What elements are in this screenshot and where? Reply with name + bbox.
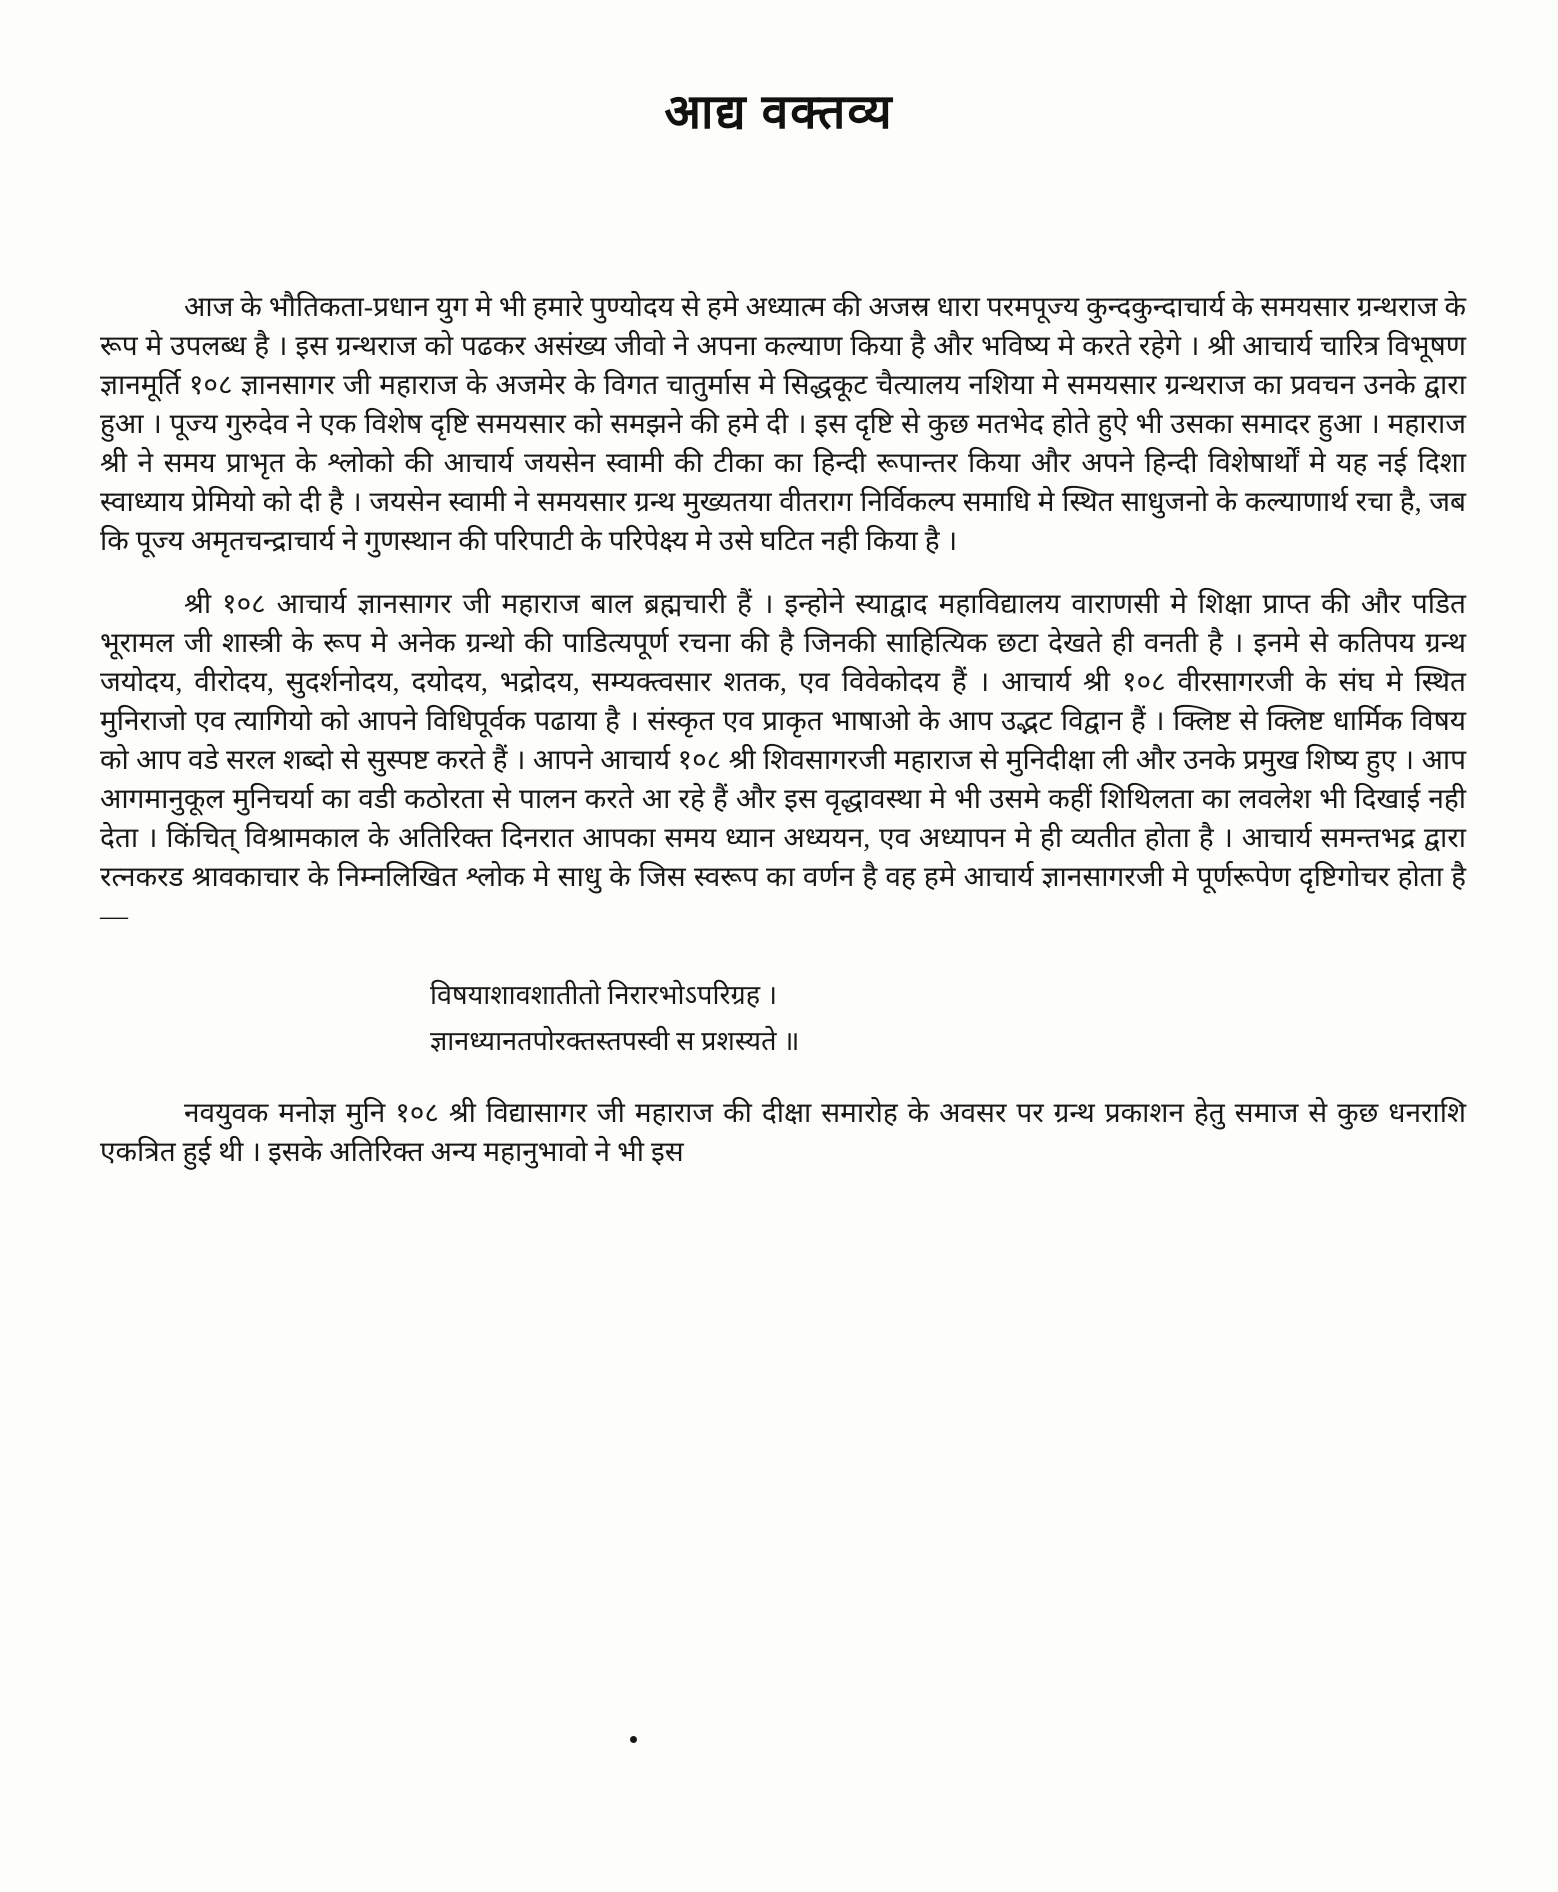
verse-line-2: ज्ञानध्यानतपोरक्तस्तपस्वी स प्रशस्यते ॥ <box>430 1026 800 1056</box>
paragraph-closing: नवयुवक मनोज्ञ मुनि १०८ श्री विद्यासागर जी महाराज की दीक्षा समारोह के अवसर पर ग्रन्थ प्रकाशन हेतु समाज से कुछ धनराशि एकत्रित हुई थी । इसके अतिरिक्त अन्य महानुभावो ने भी इस <box>100 1098 1466 1168</box>
page-body-text <box>100 288 1466 1196</box>
ink-dot-artifact <box>630 1736 637 1743</box>
paragraph-acharya-biography: श्री १०८ आचार्य ज्ञानसागर जी महाराज बाल ब्रह्मचारी हैं । इन्होने स्याद्वाद महाविद्यालय वाराणसी मे शिक्षा प्राप्त की और पडित भूरामल जी शास्त्री के रूप मे अनेक ग्रन्थो की पाडित्यपूर्ण रचना की है जिनकी साहित्यिक छटा देखते ही वनती है । इनमे से कतिपय ग्रन्थ जयोदय, वीरोदय, सुदर्शनोदय, दयोदय, भद्रोदय, सम्यक्त्वसार शतक, एव विवेकोदय हैं । आचार्य श्री १०८ वीरसागरजी के संघ मे स्थित मुनिराजो एव त्यागियो को आपने विधिपूर्वक पढाया है । संस्कृत एव प्राकृत भाषाओ के आप उद्भट विद्वान हैं । क्लिष्ट से क्लिष्ट धार्मिक विषय को आप वडे सरल शब्दो से सुस्पष्ट करते हैं । आपने आचार्य १०८ श्री शिवसागरजी महाराज से मुनिदीक्षा ली और उनके प्रमुख शिष्य हुए । आप आगमानुकूल मुनिचर्या का वडी कठोरता से पालन करते आ रहे हैं और इस वृद्धावस्था मे भी उसमे कहीं शिथिलता का लवलेश भी दिखाई नही देता । किंचित् विश्रामकाल के अतिरिक्त दिनरात आपका समय ध्यान अध्ययन, एव अध्यापन मे ही व्यतीत होता है । आचार्य समन्तभद्र द्वारा रत्नकरड श्रावकाचार के निम्नलिखित श्लोक मे साधु के जिस स्वरूप का वर्णन है वह हमे आचार्य ज्ञानसागरजी मे पूर्णरूपेण दृष्टिगोचर होता है— <box>100 589 1466 932</box>
sanskrit-verse <box>430 972 1466 1064</box>
verse-line-1: विषयाशावशातीतो निरारभोऽपरिग्रह । <box>430 980 778 1010</box>
page-title: आद्य वक्तव्य <box>664 86 894 139</box>
paragraph-intro: आज के भौतिकता-प्रधान युग मे भी हमारे पुण्योदय से हमे अध्यात्म की अजस्र धारा परमपूज्य कुन्दकुन्दाचार्य के समयसार ग्रन्थराज के रूप मे उपलब्ध है । इस ग्रन्थराज को पढकर असंख्य जीवो ने अपना कल्याण किया है और भविष्य मे करते रहेगे । श्री आचार्य चारित्र विभूषण ज्ञानमूर्ति १०८ ज्ञानसागर जी महाराज के अजमेर के विगत चातुर्मास मे सिद्धकूट चैत्यालय नशिया मे समयसार ग्रन्थराज का प्रवचन उनके द्वारा हुआ । पूज्य गुरुदेव ने एक विशेष दृष्टि समयसार को समझने की हमे दी । इस दृष्टि से कुछ मतभेद होते हुऐ भी उसका समादर हुआ । महाराज श्री ने समय प्राभृत के श्लोको की आचार्य जयसेन स्वामी की टीका का हिन्दी रूपान्तर किया और अपने हिन्दी विशेषार्थों मे यह नई दिशा स्वाध्याय प्रेमियो को दी है । जयसेन स्वामी ने समयसार ग्रन्थ मुख्यतया वीतराग निर्विकल्प समाधि मे स्थित साधुजनो के कल्याणार्थ रचा है, जब कि पूज्य अमृतचन्द्राचार्य ने गुणस्थान की परिपाटी के परिपेक्ष्य मे उसे घटित नही किया है । <box>100 292 1466 557</box>
